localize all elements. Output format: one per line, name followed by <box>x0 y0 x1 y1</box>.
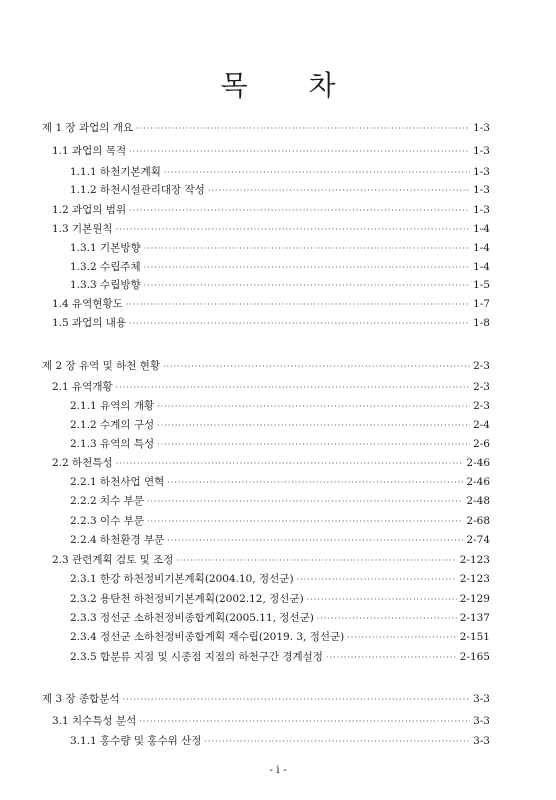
toc-page: 2-46 <box>466 457 490 469</box>
toc-label: 제 1 장 과업의 개요 <box>42 122 134 134</box>
toc-page: 2-123 <box>459 573 490 585</box>
toc-label: 2.1.3 유역의 특성 <box>70 438 155 450</box>
toc-page: 2-129 <box>459 593 490 605</box>
toc-label: 1.3 기본원칙 <box>52 223 113 235</box>
toc-page: 1-3 <box>473 184 490 196</box>
toc-section[interactable] <box>52 714 490 729</box>
toc-page: 2-48 <box>466 495 490 507</box>
toc-subsection[interactable] <box>70 514 490 529</box>
toc-label: 2.3.1 한강 하천정비기본계획(2004.10, 정선군) <box>70 573 294 585</box>
toc-subsection[interactable] <box>70 241 490 256</box>
toc-page: 1-3 <box>473 145 490 157</box>
toc-page: 2-46 <box>466 476 490 488</box>
toc-label: 2.1.2 수계의 구성 <box>70 419 155 431</box>
toc-label: 1.2 과업의 범위 <box>52 204 127 216</box>
toc-subsection[interactable] <box>70 533 490 548</box>
toc-subsection[interactable] <box>70 437 490 452</box>
toc-page: 3-3 <box>473 715 490 727</box>
toc-label: 2.3 관련계획 검토 및 조정 <box>52 554 174 566</box>
toc-label: 1.3.3 수립방향 <box>70 279 141 291</box>
toc-page: 2-74 <box>466 534 490 546</box>
toc-chapter-3[interactable] <box>42 692 490 707</box>
toc-page: 1-5 <box>473 279 490 291</box>
toc-page: 2-3 <box>473 381 490 393</box>
toc-page: 2-6 <box>473 438 490 450</box>
toc-subsection[interactable] <box>70 399 490 414</box>
toc-label: 2.1.1 유역의 개황 <box>70 400 155 412</box>
toc-page: 2-137 <box>459 612 490 624</box>
toc-page: 1-3 <box>473 122 490 134</box>
toc-label: 1.3.1 기본방향 <box>70 242 141 254</box>
toc-subsection[interactable] <box>70 592 490 607</box>
toc-page: 2-3 <box>473 360 490 372</box>
toc-subsection[interactable] <box>70 278 490 293</box>
toc-page: 1-8 <box>473 317 490 329</box>
toc-page: 2-151 <box>459 631 490 643</box>
toc-label: 2.3.2 용탄천 하천정비기본계획(2002.12, 정선군) <box>70 593 304 605</box>
toc-subsection[interactable] <box>70 650 490 665</box>
toc-section[interactable] <box>52 222 490 237</box>
toc-page: 2-3 <box>473 400 490 412</box>
toc-subsection[interactable] <box>70 611 490 626</box>
toc-label: 1.4 유역현황도 <box>52 298 123 310</box>
toc-section[interactable] <box>52 297 490 312</box>
toc-label: 2.1 유역개황 <box>52 381 113 393</box>
toc-section[interactable] <box>52 144 490 159</box>
toc-page: 1-7 <box>473 298 490 310</box>
toc-page: 3-3 <box>473 735 490 747</box>
toc-label: 2.3.3 정선군 소하천정비종합계획(2005.11, 정선군) <box>70 612 314 624</box>
toc-label: 3.1 치수특성 분석 <box>52 715 137 727</box>
toc-section[interactable] <box>52 380 490 395</box>
page-title: 목 차 <box>220 69 362 102</box>
toc-page: 2-68 <box>466 515 490 527</box>
toc-subsection[interactable] <box>70 572 490 587</box>
toc-label: 제 2 장 유역 및 하천 현황 <box>42 360 160 372</box>
toc-label: 3.1.1 홍수량 및 홍수위 산정 <box>70 735 202 747</box>
toc-page: 1-4 <box>473 223 490 235</box>
toc-section[interactable] <box>52 316 490 331</box>
toc-page: 2-123 <box>459 554 490 566</box>
toc-label: 2.2.1 하천사업 연혁 <box>70 476 165 488</box>
toc-page: 1-3 <box>473 166 490 178</box>
toc-page: 1-4 <box>473 261 490 273</box>
toc-subsection[interactable] <box>70 475 490 490</box>
page-number-footer: - i - <box>269 764 287 776</box>
toc-label: 2.3.4 정선군 소하천정비종합계획 재수립(2019. 3, 정선군) <box>70 631 345 643</box>
toc-page: 2-165 <box>459 651 490 663</box>
toc-label: 1.1.1 하천기본계획 <box>70 166 161 178</box>
toc-subsection[interactable] <box>70 260 490 275</box>
toc-label: 2.2.3 이수 부문 <box>70 515 144 527</box>
toc-label: 1.1.2 하천시설관리대장 작성 <box>70 184 205 196</box>
toc-label: 1.5 과업의 내용 <box>52 317 127 329</box>
toc-section[interactable] <box>52 553 490 568</box>
toc-subsection[interactable] <box>70 183 490 198</box>
toc-section[interactable] <box>52 203 490 218</box>
toc-subsection[interactable] <box>70 630 490 645</box>
toc-label: 2.3.5 합분류 지점 및 시종점 지점의 하천구간 경계설정 <box>70 651 323 663</box>
toc-label: 2.2.4 하천환경 부문 <box>70 534 165 546</box>
toc-label: 1.1 과업의 목적 <box>52 145 127 157</box>
toc-subsection[interactable] <box>70 418 490 433</box>
toc-page: 3-3 <box>473 693 490 705</box>
toc-page: 1-4 <box>473 242 490 254</box>
toc-label: 2.2.2 치수 부문 <box>70 495 144 507</box>
toc-section[interactable] <box>52 456 490 471</box>
toc-page: 1-3 <box>473 204 490 216</box>
toc-subsection[interactable] <box>70 494 490 509</box>
toc-subsection[interactable] <box>70 734 490 749</box>
toc-subsection[interactable] <box>70 165 490 180</box>
toc-page: 2-4 <box>473 419 490 431</box>
toc-label: 2.2 하천특성 <box>52 457 113 469</box>
toc-label: 제 3 장 종합분석 <box>42 693 120 705</box>
toc-label: 1.3.2 수립주체 <box>70 261 141 273</box>
toc-chapter-2[interactable] <box>42 359 490 374</box>
toc-chapter-1[interactable] <box>42 121 490 136</box>
